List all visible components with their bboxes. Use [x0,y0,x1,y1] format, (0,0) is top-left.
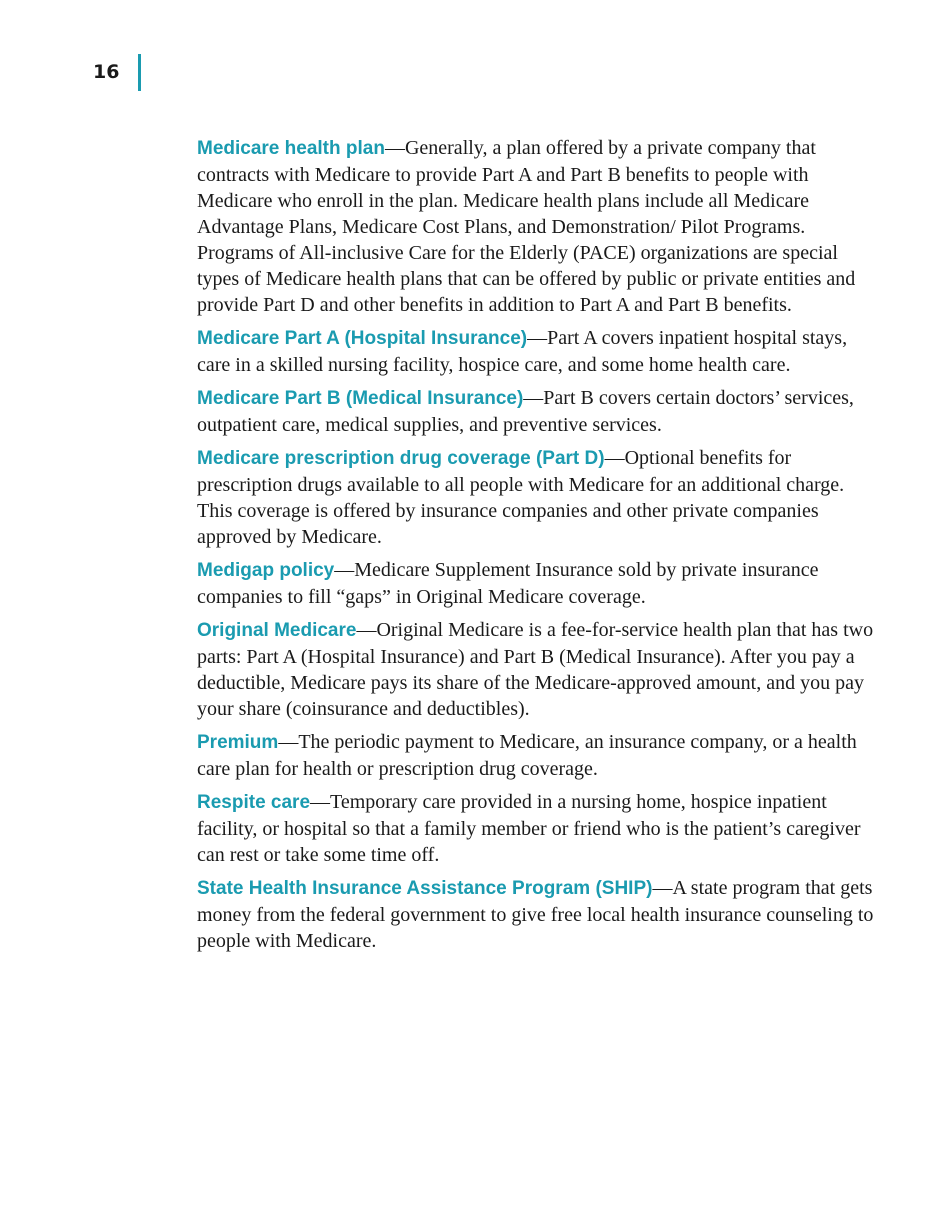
glossary-entry [197,875,877,954]
glossary-definition: A state program that gets money from the federal government to give free local health insurance counseling to people with Medicare. [197,877,874,952]
glossary-definition: Original Medicare is a fee-for-service health plan that has two parts: Part A (Hospital Insurance) and Part B (Medical Insurance). After you pay a deductible, Medicare pays its share of the Medicare-approved amount, and you pay your share (coinsurance and deductibles). [197,619,874,720]
glossary-definition: Optional benefits for prescription drugs available to all people with Medicare for an additional charge. This coverage is offered by insurance companies and other private companies approved by Medicare. [197,447,845,548]
glossary-entry [197,557,877,610]
glossary-definition: Part B covers certain doctors’ services, outpatient care, medical supplies, and preventive services. [197,387,854,436]
glossary-term: Medicare Part B (Medical Insurance) [197,388,524,409]
glossary-entry [197,729,877,782]
glossary-list [197,135,877,961]
glossary-entry [197,385,877,438]
glossary-term: Medicare Part A (Hospital Insurance) [197,328,528,349]
glossary-entry [197,789,877,868]
glossary-definition: Part A covers inpatient hospital stays, care in a skilled nursing facility, hospice care, and some home health care. [197,327,848,376]
term-separator: — [604,447,625,469]
term-separator: — [334,559,355,581]
glossary-term: Premium [197,732,279,753]
glossary-term: Medigap policy [197,560,335,581]
glossary-term: State Health Insurance Assistance Program (SHIP) [197,878,653,899]
glossary-entry [197,135,877,318]
glossary-definition: Temporary care provided in a nursing home, hospice inpatient facility, or hospital so that a family member or friend who is the patient’s caregiver can rest or take some time off. [197,791,861,866]
term-separator: — [384,137,405,159]
term-separator: — [527,327,548,349]
glossary-term: Original Medicare [197,620,357,641]
term-separator: — [523,387,544,409]
term-separator: — [652,877,673,899]
page-number: 16 [93,61,120,83]
glossary-entry [197,325,877,378]
glossary-definition: Medicare Supplement Insurance sold by private insurance companies to fill “gaps” in Original Medicare coverage. [197,559,819,608]
glossary-term: Medicare health plan [197,138,385,159]
glossary-term: Medicare prescription drug coverage (Part D) [197,448,605,469]
glossary-definition: The periodic payment to Medicare, an insurance company, or a health care plan for health or prescription drug coverage. [197,731,857,780]
page-number-divider [138,54,141,91]
term-separator: — [356,619,377,641]
glossary-definition: Generally, a plan offered by a private company that contracts with Medicare to provide Part A and Part B benefits to people with Medicare who enroll in the plan. Medicare health plans include all Medicare Advantage Plans, Medicare Cost Plans, and Demonstration/ Pilot Programs. Programs of All-inclusive Care for the Elderly (PACE) organizations are special types of Medicare health plans that can be offered by public or private entities and provide Part D and other benefits in addition to Part A and Part B benefits. [197,137,856,316]
glossary-term: Respite care [197,792,311,813]
term-separator: — [310,791,331,813]
glossary-entry [197,445,877,550]
glossary-entry [197,617,877,722]
term-separator: — [278,731,299,753]
